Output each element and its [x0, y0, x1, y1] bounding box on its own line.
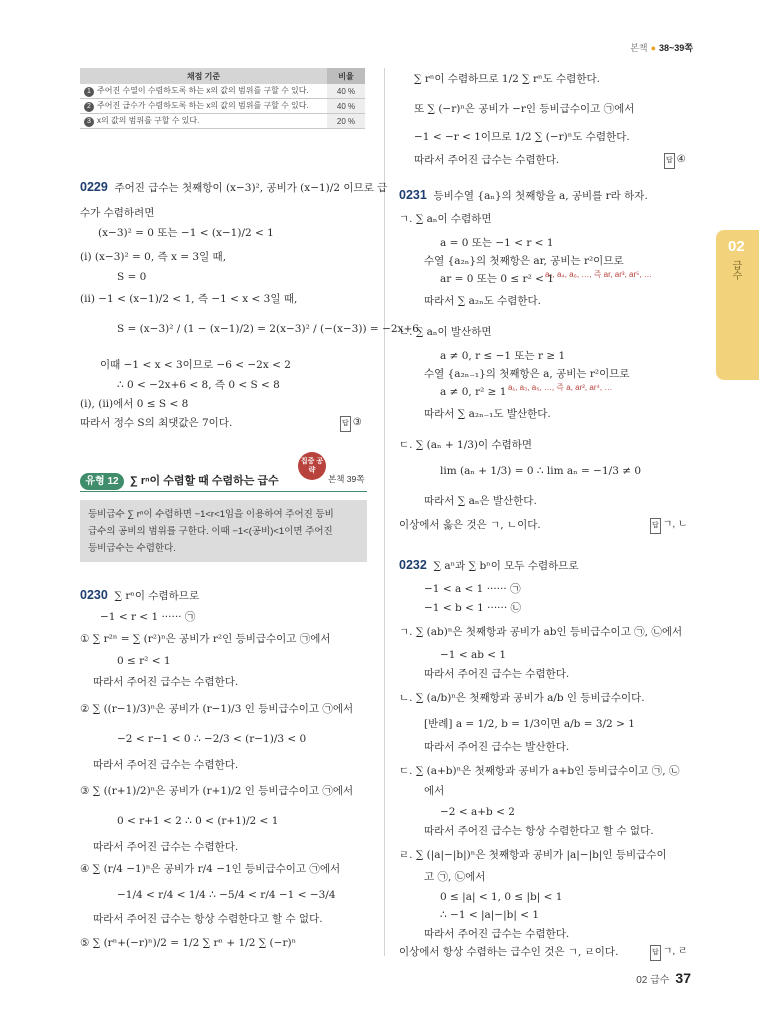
answer: 답 ㄱ, ㄴ	[650, 518, 688, 534]
solution-line: lim (aₙ + 1/3) = 0 ∴ lim aₙ = −1/3 ≠ 0	[440, 465, 642, 477]
scoring-table	[80, 68, 365, 129]
chapter-side-tab	[716, 230, 759, 380]
answer-icon: 답	[340, 416, 351, 432]
solution-line: 수열 {a₂ₙ₋₁}의 첫째항은 a, 공비는 r²이므로	[424, 368, 630, 380]
solution-line: 따라서 ∑ a₂ₙ도 수렴한다.	[424, 295, 542, 307]
solution-line: −1 < b < 1 ······ ㉡	[424, 602, 522, 614]
column-divider	[384, 68, 385, 956]
solution-line: 따라서 주어진 급수는 발산한다.	[424, 741, 570, 753]
solution-line: ㄴ. ∑ (a/b)ⁿ은 첫째항과 공비가 a/b 인 등비급수이다.	[399, 692, 645, 704]
annotation-note: a₂, a₄, a₆, …, 즉 ar, ar³, ar⁵, …	[545, 270, 652, 279]
guide-line: 등비급수 ∑ rⁿ이 수렴하면 −1<r<1임을 이용하여 주어진 등비	[88, 509, 334, 520]
book-label: 본책	[630, 43, 648, 53]
answer-icon: 답	[664, 153, 675, 169]
answer: 답 ③	[340, 416, 362, 432]
solution-line: −1 < a < 1 ······ ㉠	[424, 583, 521, 595]
solution-line: ④ ∑ (r/4 −1)ⁿ은 공비가 r/4 −1인 등비급수이고 ㉠에서	[80, 863, 341, 875]
chapter-label: 급수	[730, 260, 741, 280]
ratio-cell: 40 %	[327, 99, 365, 114]
answer: 답 ㄱ, ㄹ	[650, 945, 688, 961]
solution-line: 따라서 주어진 급수는 수렴한다.	[424, 668, 570, 680]
type-underline	[80, 491, 367, 492]
type-tag: 유형 12	[80, 473, 124, 490]
chapter-number: 02	[728, 238, 745, 255]
page-footer	[636, 970, 691, 986]
solution-line: ∴ −1 < |a|−|b| < 1	[440, 909, 540, 921]
solution-line: 이상에서 옳은 것은 ㄱ, ㄴ이다.	[399, 519, 541, 531]
solution-line: (ⅱ) −1 < (x−1)/2 < 1, 즉 −1 < x < 3일 때,	[80, 293, 298, 305]
ratio-cell: 20 %	[327, 114, 365, 129]
solution-line: 따라서 주어진 급수는 수렴한다.	[93, 676, 239, 688]
solution-line: (x−3)² = 0 또는 −1 < (x−1)/2 < 1	[98, 227, 274, 239]
table-row	[80, 99, 365, 114]
problem-number: 0231	[399, 188, 427, 202]
solution-line: 이때 −1 < x < 3이므로 −6 < −2x < 2	[100, 359, 291, 371]
problem-number: 0232	[399, 558, 427, 572]
solution-line: 0 ≤ |a| < 1, 0 ≤ |b| < 1	[440, 891, 563, 903]
score-header-ratio: 비율	[327, 68, 365, 84]
answer-icon: 답	[650, 518, 661, 534]
solution-line: ② ∑ ((r−1)/3)ⁿ은 공비가 (r−1)/3 인 등비급수이고 ㉠에서	[80, 703, 354, 715]
table-row	[80, 114, 365, 129]
footer-chapter: 02 급수	[636, 975, 670, 986]
criteria-text: x의 값의 범위를 구할 수 있다.	[97, 116, 200, 125]
answer: 답 ④	[664, 153, 686, 169]
solution-line: S = 0	[117, 271, 147, 283]
number-badge: 3	[84, 117, 94, 127]
problem-number: 0230	[80, 588, 108, 602]
solution-line: 수열 {a₂ₙ}의 첫째항은 ar, 공비는 r²이므로	[424, 255, 624, 267]
solution-line: [반례] a = 1/2, b = 1/3이면 a/b = 3/2 > 1	[424, 718, 635, 730]
solution-line: ㄷ. ∑ (aₙ + 1/3)이 수렴하면	[399, 439, 533, 451]
solution-line: 이상에서 항상 수렴하는 급수인 것은 ㄱ, ㄹ이다.	[399, 946, 619, 958]
solution-line: 고 ㉠, ㉡에서	[424, 871, 486, 883]
solution-line: −1 < r < 1 ······ ㉠	[100, 611, 196, 623]
solution-line: ㄷ. ∑ (a+b)ⁿ은 첫째항과 공비가 a+b인 등비급수이고 ㉠, ㉡	[399, 765, 680, 777]
solution-line: (ⅰ) (x−3)² = 0, 즉 x = 3일 때,	[80, 251, 227, 263]
solution-line: ∑ aⁿ과 ∑ bⁿ이 모두 수렴하므로	[433, 560, 579, 572]
page-number: 37	[675, 970, 691, 986]
solution-line: ⑤ ∑ (rⁿ+(−r)ⁿ)/2 = 1/2 ∑ rⁿ + 1/2 ∑ (−r)ⁿ	[80, 937, 297, 949]
focus-badge: 집중 공략	[298, 452, 326, 480]
solution-line: −2 < r−1 < 0 ∴ −2/3 < (r−1)/3 < 0	[117, 733, 307, 745]
solution-line: ∴ 0 < −2x+6 < 8, 즉 0 < S < 8	[117, 379, 280, 391]
solution-line: 따라서 ∑ aₙ은 발산한다.	[424, 495, 537, 507]
solution-line: ㄱ. ∑ (ab)ⁿ은 첫째항과 공비가 ab인 등비급수이고 ㉠, ㉡에서	[399, 626, 683, 638]
bullet-dot-icon: ●	[650, 43, 657, 53]
solution-line: 따라서 주어진 급수는 항상 수렴한다고 할 수 없다.	[424, 825, 654, 837]
solution-line: 0 < r+1 < 2 ∴ 0 < (r+1)/2 < 1	[117, 815, 279, 827]
solution-line: 또 ∑ (−r)ⁿ은 공비가 −r인 등비급수이고 ㉠에서	[414, 103, 635, 115]
solution-line: ∑ rⁿ이 수렴하므로 1/2 ∑ rⁿ도 수렴한다.	[414, 73, 600, 85]
solution-line: (ⅰ), (ⅱ)에서 0 ≤ S < 8	[80, 398, 189, 410]
criteria-text: 주어진 급수가 수렴하도록 하는 x의 값의 범위를 구할 수 있다.	[97, 101, 309, 110]
criteria-text: 주어진 수열이 수렴하도록 하는 x의 값의 범위를 구할 수 있다.	[97, 86, 309, 95]
solution-line: 따라서 주어진 급수는 수렴한다.	[93, 759, 239, 771]
solution-line: −1 < −r < 1이므로 1/2 ∑ (−r)ⁿ도 수렴한다.	[414, 131, 630, 143]
solution-line: a ≠ 0, r² ≥ 1	[440, 386, 507, 398]
solution-line: ar = 0 또는 0 ≤ r² < 1	[440, 273, 554, 285]
page-header	[630, 41, 693, 54]
guide-box	[80, 500, 367, 562]
solution-line: −2 < a+b < 2	[440, 806, 515, 818]
solution-line: −1 < ab < 1	[440, 649, 507, 661]
guide-line: 급수의 공비의 범위를 구한다. 이때 −1<(공비)<1이면 주어진	[88, 526, 333, 537]
solution-line: 0 ≤ r² < 1	[117, 655, 171, 667]
solution-line: 따라서 주어진 급수는 수렴한다.	[93, 841, 239, 853]
solution-line: 따라서 정수 S의 최댓값은 7이다.	[80, 417, 233, 429]
solution-line: ㄹ. ∑ (|a|−|b|)ⁿ은 첫째항과 공비가 |a|−|b|인 등비급수이	[399, 849, 667, 861]
solution-line: 주어진 급수는 첫째항이 (x−3)², 공비가 (x−1)/2 이므로 급	[114, 182, 388, 194]
solution-line: ③ ∑ ((r+1)/2)ⁿ은 공비가 (r+1)/2 인 등비급수이고 ㉠에서	[80, 785, 354, 797]
page-range: 38~39쪽	[659, 43, 693, 53]
problem-number: 0229	[80, 180, 108, 194]
solution-line: 따라서 주어진 급수는 항상 수렴한다고 할 수 없다.	[93, 913, 323, 925]
solution-line: 따라서 주어진 급수는 수렴한다.	[424, 928, 570, 940]
number-badge: 2	[84, 102, 94, 112]
solution-line: a ≠ 0, r ≤ −1 또는 r ≥ 1	[440, 350, 566, 362]
guide-line: 등비급수는 수렴한다.	[88, 543, 176, 554]
solution-line: 수가 수렴하려면	[80, 207, 155, 219]
solution-line: a = 0 또는 −1 < r < 1	[440, 237, 554, 249]
score-header-criteria: 채점 기준	[80, 68, 327, 84]
solution-line: 따라서 주어진 급수는 수렴한다.	[414, 154, 560, 166]
solution-line: ∑ rⁿ이 수렴하므로	[114, 590, 200, 602]
solution-line: ㄱ. ∑ aₙ이 수렴하면	[399, 213, 492, 225]
solution-line: ㄴ. ∑ aₙ이 발산하면	[399, 326, 492, 338]
annotation-note: a₁, a₃, a₅, …, 즉 a, ar², ar⁴, …	[508, 383, 613, 392]
solution-line: 등비수열 {aₙ}의 첫째항을 a, 공비를 r라 하자.	[433, 190, 648, 202]
solution-line: 따라서 ∑ a₂ₙ₋₁도 발산한다.	[424, 408, 551, 420]
solution-line: 에서	[424, 785, 445, 797]
type-title: ∑ rⁿ이 수렴할 때 수렴하는 급수	[130, 475, 279, 487]
table-row	[80, 84, 365, 99]
solution-line: S = (x−3)² / (1 − (x−1)/2) = 2(x−3)² / (−(x−3)) = −2x+6	[117, 323, 419, 335]
ratio-cell: 40 %	[327, 84, 365, 99]
solution-line: ① ∑ r²ⁿ = ∑ (r²)ⁿ은 공비가 r²인 등비급수이고 ㉠에서	[80, 633, 331, 645]
answer-icon: 답	[650, 945, 661, 961]
solution-line: −1/4 < r/4 < 1/4 ∴ −5/4 < r/4 −1 < −3/4	[117, 889, 336, 901]
book-reference: 본책 39쪽	[328, 474, 365, 484]
number-badge: 1	[84, 87, 94, 97]
